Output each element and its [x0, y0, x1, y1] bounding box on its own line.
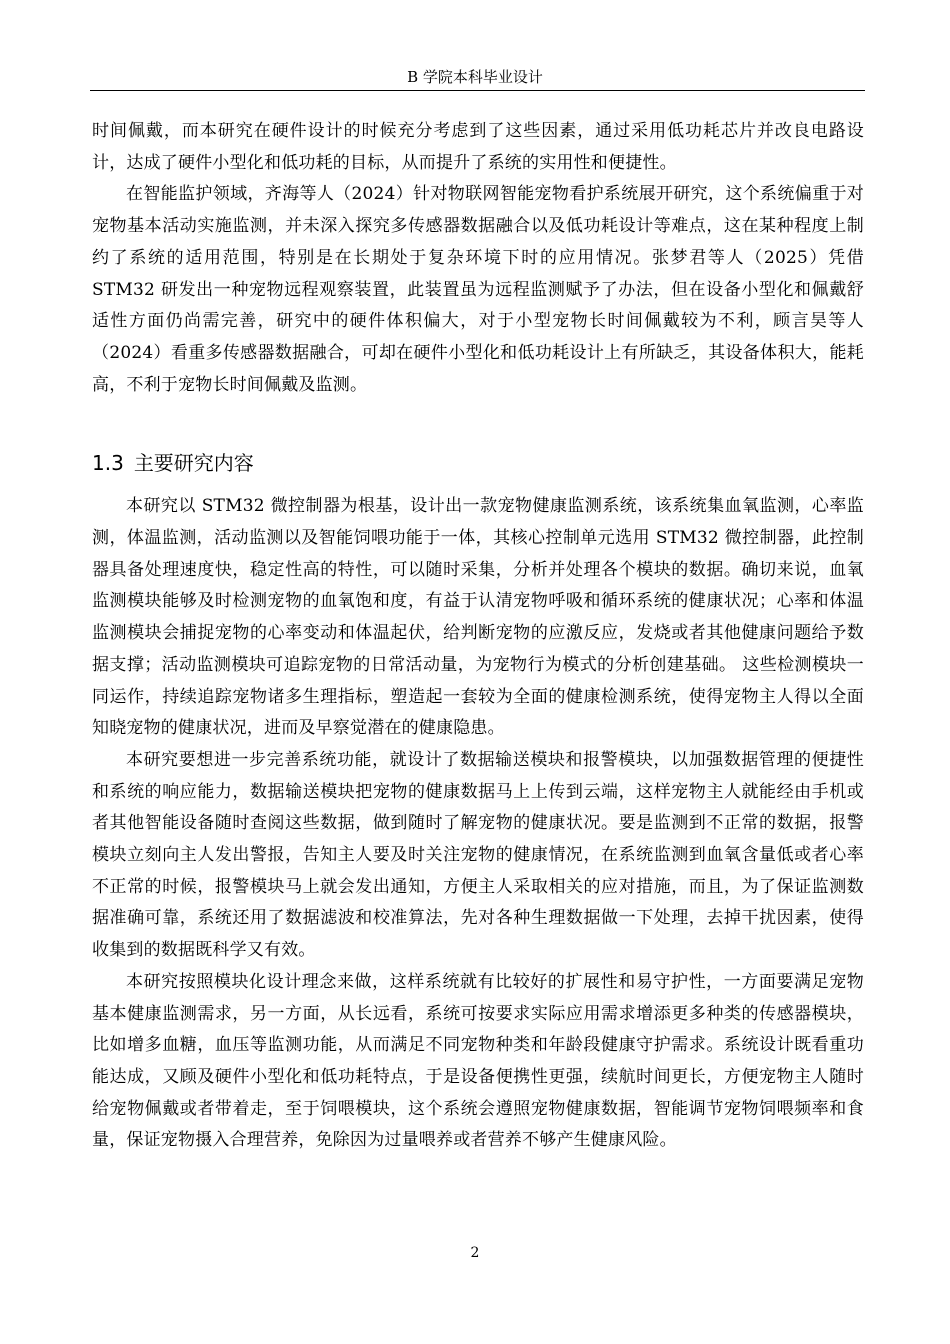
header-divider: [90, 90, 865, 91]
section-title: 主要研究内容: [133, 451, 254, 476]
page-number: 2: [470, 1245, 480, 1261]
paragraph-related-work: 在智能监护领域，齐海等人（2024）针对物联网智能宠物看护系统展开研究，这个系统偏重于对宠物基本活动实施监测，并未深入探究多传感器数据融合以及低功耗设计等难点，这在某种程度上制约了系统的适用范围，特别是在长期处于复杂环境下时的应用情况。张梦君等人（2025）凭借 STM32 研发出一种宠物远程观察装置，此装置虽为远程监测赋予了办法，但在设备小型化和佩戴舒适性方面仍尚需完善，研究中的硬件体积偏大，对于小型宠物长时间佩戴较为不利，顾言昊等人（2024）看重多传感器数据融合，可却在硬件小型化和低功耗设计上有所缺乏，其设备体积大，能耗高，不利于宠物长时间佩戴及监测。: [92, 184, 864, 395]
paragraph-continued: 时间佩戴，而本研究在硬件设计的时候充分考虑到了这些因素，通过采用低功耗芯片并改良电路设计，达成了硬件小型化和低功耗的目标，从而提升了系统的实用性和便捷性。: [92, 121, 864, 173]
page-header: B 学院本科毕业设计: [407, 68, 543, 86]
paragraph-system-overview: 本研究以 STM32 微控制器为根基，设计出一款宠物健康监测系统，该系统集血氧监测，心率监测，体温监测，活动监测以及智能饲喂功能于一体，其核心控制单元选用 STM32 微控制器，此控制器具备处理速度快，稳定性高的特性，可以随时采集，分析并处理各个模块的数据。确切来说，血氧监测模块能够及时检测宠物的血氧饱和度，有益于认清宠物呼吸和循环系统的健康状况；心率和体温监测模块会捕捉宠物的心率变动和体温起伏，给判断宠物的应激反应，发烧或者其他健康问题给予数据支撑；活动监测模块可追踪宠物的日常活动量，为宠物行为模式的分析创建基础。 这些检测模块一同运作，持续追踪宠物诸多生理指标，塑造起一套较为全面的健康检测系统，使得宠物主人得以全面知晓宠物的健康状况，进而及早察觉潜在的健康隐患。: [92, 496, 864, 739]
page-body: [92, 116, 864, 1157]
paragraph-data-alarm: 本研究要想进一步完善系统功能，就设计了数据输送模块和报警模块，以加强数据管理的便捷性和系统的响应能力，数据输送模块把宠物的健康数据马上上传到云端，这样宠物主人就能经由手机或者其他智能设备随时查阅这些数据，做到随时了解宠物的健康状况。要是监测到不正常的数据，报警模块立刻向主人发出警报，告知主人要及时关注宠物的健康情况，在系统监测到血氧含量低或者心率不正常的时候，报警模块马上就会发出通知，方便主人采取相关的应对措施，而且，为了保证监测数据准确可靠，系统还用了数据滤波和校准算法，先对各种生理数据做一下处理，去掉干扰因素，使得收集到的数据既科学又有效。: [92, 749, 864, 961]
section-number: 1.3: [92, 451, 124, 476]
paragraph-modular-design: 本研究按照模块化设计理念来做，这样系统就有比较好的扩展性和易守护性，一方面要满足宠物基本健康监测需求，另一方面，从长远看，系统可按要求实际应用需求增添更多种类的传感器模块，比如增多血糖，血压等监测功能，从而满足不同宠物种类和年龄段健康守护需求。系统设计既看重功能达成，又顾及硬件小型化和低功耗特点，于是设备便携性更强，续航时间更长，方便宠物主人随时给宠物佩戴或者带着走，至于饲喂模块，这个系统会遵照宠物健康数据，智能调节宠物饲喂频率和食量，保证宠物摄入合理营养，免除因为过量喂养或者营养不够产生健康风险。: [92, 971, 864, 1151]
section-heading: [92, 447, 864, 479]
